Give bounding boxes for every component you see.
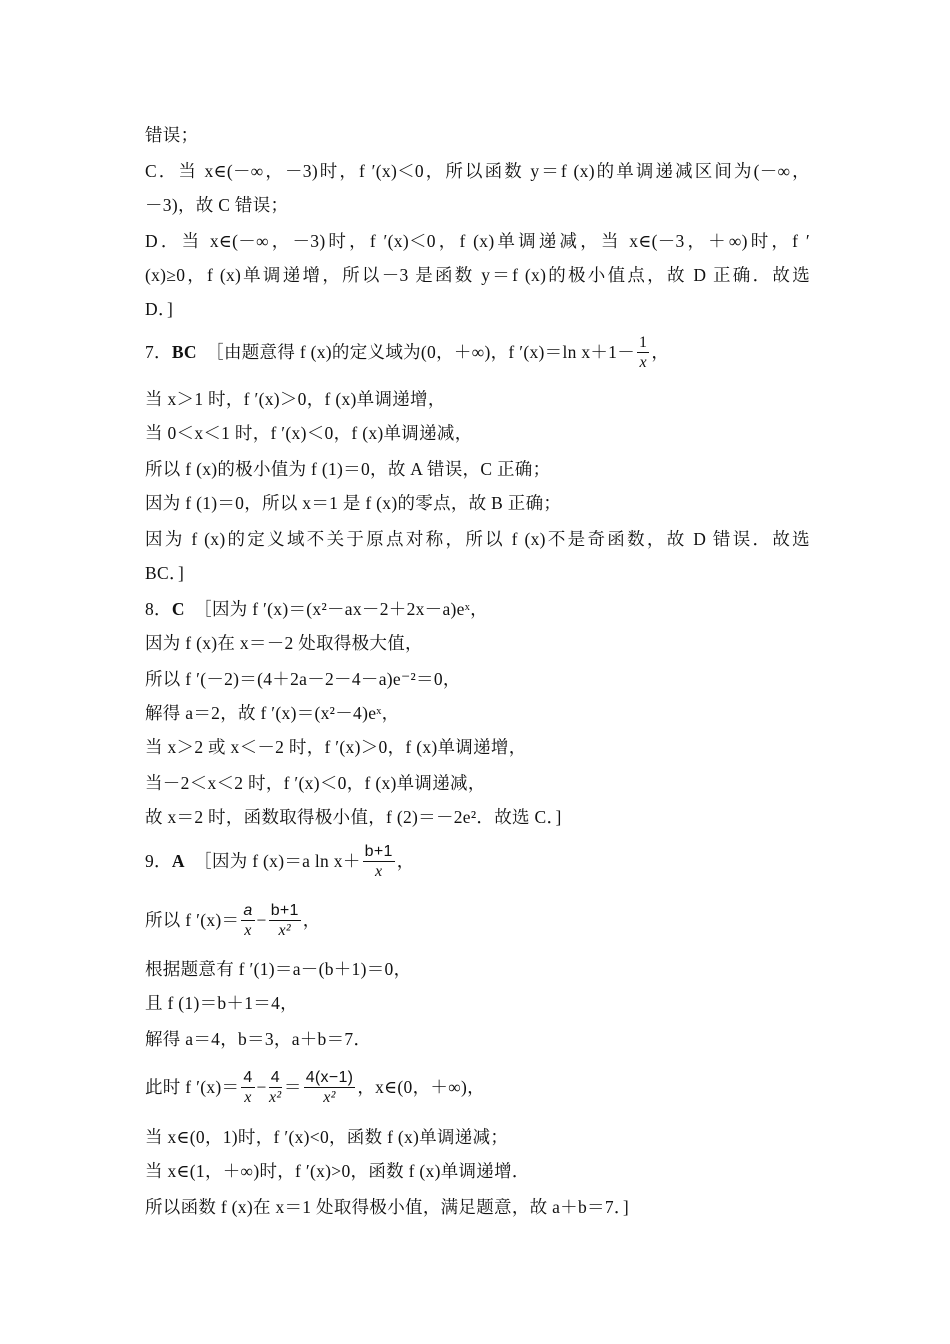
text-line: 当－2＜x＜2 时，f ′(x)＜0，f (x)单调递减，: [145, 773, 486, 793]
equals-sign: ＝: [283, 1077, 302, 1097]
fraction-denominator: x: [244, 1089, 252, 1107]
derivative-line: [145, 1062, 810, 1112]
fraction-denominator: x: [244, 922, 252, 940]
text-segment: ，: [651, 342, 670, 362]
fraction: [637, 334, 649, 373]
text-line: 当 x＞2 或 x＜－2 时，f ′(x)＞0，f (x)单调递增，: [145, 737, 527, 757]
fraction: [241, 1069, 254, 1108]
text-segment: 此时 f ′(x)＝: [145, 1077, 240, 1097]
text-line: BC．]: [145, 563, 185, 583]
text-line: D．当 x∈(－∞，－3)时，f ′(x)＜0，f (x)单调递减，当 x∈(－3，＋∞)时，f ′: [145, 231, 810, 251]
question-number: 9．: [145, 851, 172, 871]
text-segment: ，x∈(0，＋∞)，: [357, 1077, 485, 1097]
fraction-denominator: x²: [323, 1089, 336, 1107]
question-9-line: [145, 838, 810, 884]
fraction: [304, 1069, 356, 1108]
question-7-line: [145, 330, 810, 374]
text-line: 因为 f (x)的定义域不关于原点对称，所以 f (x)不是奇函数，故 D 错误．故选: [145, 529, 810, 549]
fraction-numerator: a: [243, 902, 253, 920]
derivative-line: [145, 896, 810, 944]
text-segment: ［因为 f ′(x)＝(x²－ax－2＋2x－a)eˣ，: [194, 599, 488, 619]
fraction-numerator: b+1: [364, 843, 393, 861]
text-line: C．当 x∈(－∞，－3)时，f ′(x)＜0，所以函数 y＝f (x)的单调递减区间为(－∞，: [145, 161, 810, 181]
text-line: 所以 f ′(－2)＝(4＋2a－2－4－a)e⁻²＝0，: [145, 669, 461, 689]
fraction-denominator: x²: [278, 922, 291, 940]
text-line: 当 x＞1 时，f ′(x)＞0，f (x)单调递增，: [145, 389, 446, 409]
fraction-denominator: x²: [269, 1089, 282, 1107]
text-line: 当 x∈(0，1)时，f ′(x)<0，函数 f (x)单调递减；: [145, 1127, 509, 1147]
fraction-denominator: x: [639, 354, 647, 372]
text-segment: ［由题意得 f (x)的定义域为(0，＋∞)，f ′(x)＝ln x＋1－: [206, 342, 636, 362]
answer-label: A: [171, 851, 185, 871]
text-line: 根据题意有 f ′(1)＝a－(b＋1)＝0，: [145, 959, 412, 979]
text-segment: ，: [396, 851, 415, 871]
question-number: 8．: [145, 599, 172, 619]
fraction: [363, 843, 395, 882]
fraction-numerator: 1: [639, 334, 648, 352]
text-line: (x)≥0，f (x)单调递增，所以－3 是函数 y＝f (x)的极小值点，故 D 正确．故选: [145, 265, 810, 285]
text-segment: ［因为 f (x)＝a ln x＋: [194, 851, 361, 871]
text-line: 错误；: [145, 125, 199, 145]
question-number: 7．: [145, 342, 172, 362]
text-line: D．]: [145, 299, 174, 319]
text-segment: ，: [302, 910, 321, 930]
text-line: 所以 f (x)的极小值为 f (1)＝0，故 A 错误，C 正确；: [145, 459, 551, 479]
text-line: 因为 f (x)在 x＝－2 处取得极大值，: [145, 633, 423, 653]
text-line: 当 0＜x＜1 时，f ′(x)＜0，f (x)单调递减，: [145, 423, 473, 443]
fraction-numerator: b+1: [270, 902, 299, 920]
text-line: 故 x＝2 时，函数取得极小值，f (2)＝－2e²．故选 C．]: [145, 807, 562, 827]
minus-sign: −: [256, 910, 267, 930]
fraction: [241, 902, 254, 941]
fraction-numerator: 4: [243, 1069, 253, 1087]
minus-sign: −: [256, 1077, 267, 1097]
text-line: 解得 a＝2，故 f ′(x)＝(x²－4)eˣ，: [145, 703, 400, 723]
text-segment: 所以 f ′(x)＝: [145, 910, 240, 930]
fraction-numerator: 4(x−1): [305, 1069, 354, 1087]
text-line: 且 f (1)＝b＋1＝4，: [145, 993, 298, 1013]
fraction-numerator: 4: [270, 1069, 280, 1087]
fraction: [269, 1069, 282, 1108]
fraction: [269, 902, 301, 941]
answer-label: BC: [171, 342, 197, 362]
text-line: 当 x∈(1，＋∞)时，f ′(x)>0，函数 f (x)单调递增．: [145, 1161, 530, 1181]
text-line: 因为 f (1)＝0，所以 x＝1 是 f (x)的零点，故 B 正确；: [145, 493, 562, 513]
question-8-line: [145, 598, 810, 620]
fraction-denominator: x: [374, 863, 383, 881]
answer-label: C: [171, 599, 185, 619]
text-line: 所以函数 f (x)在 x＝1 处取得极小值，满足题意，故 a＋b＝7．]: [145, 1197, 630, 1217]
text-line: －3)，故 C 错误；: [145, 195, 289, 215]
text-line: 解得 a＝4，b＝3，a＋b＝7．: [145, 1029, 372, 1049]
